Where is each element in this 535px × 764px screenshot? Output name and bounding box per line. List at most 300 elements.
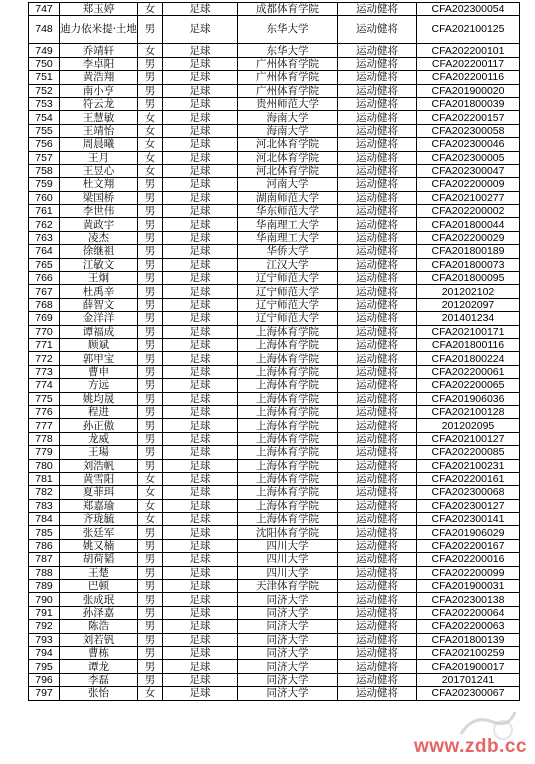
cell-no: 766 xyxy=(29,272,60,285)
cell-sport: 足球 xyxy=(163,472,238,485)
cell-gender: 男 xyxy=(138,459,163,472)
cell-gender: 男 xyxy=(138,231,163,244)
cell-cert_id: CFA202100127 xyxy=(417,432,520,445)
cell-sport: 足球 xyxy=(163,633,238,646)
cell-name: 曹栋 xyxy=(60,646,138,659)
cell-sport: 足球 xyxy=(163,446,238,459)
cell-cert_id: CFA202300046 xyxy=(417,138,520,151)
cell-cert_id: CFA202100128 xyxy=(417,405,520,418)
cell-sport: 足球 xyxy=(163,258,238,271)
cell-gender: 男 xyxy=(138,432,163,445)
cell-sport: 足球 xyxy=(163,16,238,44)
cell-school: 四川大学 xyxy=(238,539,338,552)
cell-school: 江汉大学 xyxy=(238,258,338,271)
cell-cert_id: CFA202200009 xyxy=(417,178,520,191)
cell-school: 华东师范大学 xyxy=(238,205,338,218)
cell-sport: 足球 xyxy=(163,660,238,673)
cell-level: 运动健将 xyxy=(338,338,417,351)
table-row xyxy=(29,16,520,44)
table-row xyxy=(29,580,520,593)
cell-name: 黄雪阳 xyxy=(60,472,138,485)
cell-level: 运动健将 xyxy=(338,298,417,311)
cell-no: 750 xyxy=(29,57,60,70)
cell-gender: 女 xyxy=(138,687,163,700)
cell-level: 运动健将 xyxy=(338,3,417,16)
cell-cert_id: CFA202100231 xyxy=(417,459,520,472)
cell-gender: 男 xyxy=(138,646,163,659)
cell-cert_id: CFA202200002 xyxy=(417,205,520,218)
cell-gender: 男 xyxy=(138,16,163,44)
cell-sport: 足球 xyxy=(163,379,238,392)
cell-no: 790 xyxy=(29,593,60,606)
cell-no: 777 xyxy=(29,419,60,432)
cell-no: 778 xyxy=(29,432,60,445)
table-row xyxy=(29,446,520,459)
cell-school: 上海体育学院 xyxy=(238,338,338,351)
cell-gender: 男 xyxy=(138,593,163,606)
cell-cert_id: CFA201900031 xyxy=(417,580,520,593)
cell-name: 张怡 xyxy=(60,687,138,700)
cell-gender: 男 xyxy=(138,258,163,271)
cell-level: 运动健将 xyxy=(338,472,417,485)
cell-name: 姚均晟 xyxy=(60,392,138,405)
cell-sport: 足球 xyxy=(163,218,238,231)
cell-sport: 足球 xyxy=(163,405,238,418)
cell-name: 齐珑毓 xyxy=(60,513,138,526)
cell-level: 运动健将 xyxy=(338,71,417,84)
cell-gender: 男 xyxy=(138,419,163,432)
table-row xyxy=(29,312,520,325)
cell-name: 乔靖轩 xyxy=(60,44,138,57)
cell-level: 运动健将 xyxy=(338,285,417,298)
cell-name: 龙威 xyxy=(60,432,138,445)
cell-level: 运动健将 xyxy=(338,646,417,659)
cell-sport: 足球 xyxy=(163,486,238,499)
cell-gender: 男 xyxy=(138,285,163,298)
cell-school: 同济大学 xyxy=(238,593,338,606)
table-row xyxy=(29,44,520,57)
cell-sport: 足球 xyxy=(163,673,238,686)
table-row xyxy=(29,539,520,552)
cell-no: 748 xyxy=(29,16,60,44)
cell-level: 运动健将 xyxy=(338,405,417,418)
cell-level: 运动健将 xyxy=(338,539,417,552)
cell-no: 787 xyxy=(29,553,60,566)
cell-sport: 足球 xyxy=(163,580,238,593)
table-row xyxy=(29,218,520,231)
cell-cert_id: CFA201800095 xyxy=(417,272,520,285)
cell-no: 769 xyxy=(29,312,60,325)
cell-sport: 足球 xyxy=(163,205,238,218)
cell-name: 顾斌 xyxy=(60,338,138,351)
cell-no: 749 xyxy=(29,44,60,57)
cell-gender: 男 xyxy=(138,84,163,97)
cell-level: 运动健将 xyxy=(338,499,417,512)
cell-no: 795 xyxy=(29,660,60,673)
cell-name: 金洋洋 xyxy=(60,312,138,325)
cell-level: 运动健将 xyxy=(338,151,417,164)
cell-name: 陈浩 xyxy=(60,620,138,633)
cell-school: 贵州师范大学 xyxy=(238,97,338,110)
cell-gender: 女 xyxy=(138,151,163,164)
cell-sport: 足球 xyxy=(163,606,238,619)
table-row xyxy=(29,164,520,177)
table-row xyxy=(29,606,520,619)
cell-no: 757 xyxy=(29,151,60,164)
cell-sport: 足球 xyxy=(163,620,238,633)
cell-level: 运动健将 xyxy=(338,205,417,218)
table-row xyxy=(29,419,520,432)
cell-name: 杜禹辛 xyxy=(60,285,138,298)
cell-level: 运动健将 xyxy=(338,673,417,686)
cell-gender: 男 xyxy=(138,312,163,325)
cell-sport: 足球 xyxy=(163,245,238,258)
cell-gender: 女 xyxy=(138,486,163,499)
cell-level: 运动健将 xyxy=(338,513,417,526)
cell-school: 海南大学 xyxy=(238,111,338,124)
cell-cert_id: CFA201900020 xyxy=(417,84,520,97)
cell-no: 759 xyxy=(29,178,60,191)
cell-school: 上海体育学院 xyxy=(238,405,338,418)
athlete-roster-table xyxy=(28,2,520,701)
cell-level: 运动健将 xyxy=(338,272,417,285)
table-row xyxy=(29,566,520,579)
cell-school: 河北体育学院 xyxy=(238,164,338,177)
cell-name: 刘浩帆 xyxy=(60,459,138,472)
table-row xyxy=(29,138,520,151)
cell-school: 河南大学 xyxy=(238,178,338,191)
table-row xyxy=(29,486,520,499)
cell-sport: 足球 xyxy=(163,526,238,539)
cell-gender: 男 xyxy=(138,580,163,593)
cell-cert_id: CFA202200161 xyxy=(417,472,520,485)
cell-no: 785 xyxy=(29,526,60,539)
cell-level: 运动健将 xyxy=(338,138,417,151)
cell-no: 758 xyxy=(29,164,60,177)
cell-sport: 足球 xyxy=(163,84,238,97)
cell-level: 运动健将 xyxy=(338,687,417,700)
cell-sport: 足球 xyxy=(163,539,238,552)
table-row xyxy=(29,84,520,97)
table-row xyxy=(29,205,520,218)
table-row xyxy=(29,646,520,659)
cell-sport: 足球 xyxy=(163,97,238,110)
table-row xyxy=(29,57,520,70)
cell-cert_id: CFA201800116 xyxy=(417,338,520,351)
cell-gender: 男 xyxy=(138,660,163,673)
cell-school: 上海体育学院 xyxy=(238,352,338,365)
cell-no: 773 xyxy=(29,365,60,378)
cell-school: 上海体育学院 xyxy=(238,459,338,472)
cell-cert_id: CFA202300141 xyxy=(417,513,520,526)
table-row xyxy=(29,272,520,285)
cell-no: 768 xyxy=(29,298,60,311)
cell-cert_id: CFA201800189 xyxy=(417,245,520,258)
cell-no: 797 xyxy=(29,687,60,700)
cell-cert_id: 201202097 xyxy=(417,298,520,311)
cell-gender: 女 xyxy=(138,138,163,151)
cell-level: 运动健将 xyxy=(338,379,417,392)
cell-name: 孙泽嘉 xyxy=(60,606,138,619)
cell-gender: 男 xyxy=(138,218,163,231)
cell-sport: 足球 xyxy=(163,138,238,151)
cell-level: 运动健将 xyxy=(338,258,417,271)
cell-sport: 足球 xyxy=(163,419,238,432)
cell-sport: 足球 xyxy=(163,57,238,70)
cell-cert_id: CFA202100259 xyxy=(417,646,520,659)
table-row xyxy=(29,191,520,204)
cell-gender: 男 xyxy=(138,526,163,539)
cell-cert_id: CFA201800139 xyxy=(417,633,520,646)
cell-cert_id: CFA202200063 xyxy=(417,620,520,633)
cell-no: 793 xyxy=(29,633,60,646)
cell-name: 夏菲珥 xyxy=(60,486,138,499)
cell-name: 杜文翔 xyxy=(60,178,138,191)
table-row xyxy=(29,178,520,191)
cell-sport: 足球 xyxy=(163,164,238,177)
cell-level: 运动健将 xyxy=(338,178,417,191)
cell-no: 791 xyxy=(29,606,60,619)
cell-sport: 足球 xyxy=(163,272,238,285)
cell-name: 郑玉婷 xyxy=(60,3,138,16)
cell-gender: 男 xyxy=(138,245,163,258)
cell-school: 同济大学 xyxy=(238,646,338,659)
cell-no: 747 xyxy=(29,3,60,16)
cell-no: 780 xyxy=(29,459,60,472)
cell-school: 上海体育学院 xyxy=(238,365,338,378)
cell-no: 792 xyxy=(29,620,60,633)
cell-level: 运动健将 xyxy=(338,44,417,57)
cell-sport: 足球 xyxy=(163,338,238,351)
cell-gender: 男 xyxy=(138,633,163,646)
cell-name: 郑嘉瑜 xyxy=(60,499,138,512)
cell-name: 王昱心 xyxy=(60,164,138,177)
cell-no: 765 xyxy=(29,258,60,271)
cell-level: 运动健将 xyxy=(338,16,417,44)
cell-gender: 女 xyxy=(138,3,163,16)
table-row xyxy=(29,432,520,445)
cell-name: 方远 xyxy=(60,379,138,392)
table-row xyxy=(29,111,520,124)
table-row xyxy=(29,338,520,351)
cell-no: 767 xyxy=(29,285,60,298)
cell-school: 上海体育学院 xyxy=(238,432,338,445)
cell-school: 广州体育学院 xyxy=(238,57,338,70)
cell-gender: 男 xyxy=(138,97,163,110)
cell-cert_id: CFA202200016 xyxy=(417,553,520,566)
cell-school: 沈阳体育学院 xyxy=(238,526,338,539)
table-row xyxy=(29,365,520,378)
cell-sport: 足球 xyxy=(163,71,238,84)
cell-level: 运动健将 xyxy=(338,218,417,231)
cell-gender: 男 xyxy=(138,673,163,686)
cell-sport: 足球 xyxy=(163,392,238,405)
cell-sport: 足球 xyxy=(163,111,238,124)
cell-gender: 女 xyxy=(138,164,163,177)
cell-cert_id: CFA201800044 xyxy=(417,218,520,231)
cell-cert_id: CFA202200065 xyxy=(417,379,520,392)
cell-school: 辽宁师范大学 xyxy=(238,285,338,298)
cell-level: 运动健将 xyxy=(338,419,417,432)
cell-sport: 足球 xyxy=(163,124,238,137)
cell-school: 上海体育学院 xyxy=(238,486,338,499)
table-row xyxy=(29,71,520,84)
cell-gender: 女 xyxy=(138,499,163,512)
cell-level: 运动健将 xyxy=(338,486,417,499)
cell-sport: 足球 xyxy=(163,432,238,445)
cell-name: 王瑒 xyxy=(60,446,138,459)
cell-sport: 足球 xyxy=(163,3,238,16)
cell-gender: 男 xyxy=(138,365,163,378)
cell-no: 760 xyxy=(29,191,60,204)
cell-sport: 足球 xyxy=(163,325,238,338)
table-row xyxy=(29,673,520,686)
cell-no: 772 xyxy=(29,352,60,365)
cell-cert_id: CFA201906029 xyxy=(417,526,520,539)
table-row xyxy=(29,553,520,566)
table-row xyxy=(29,258,520,271)
watermark-url: www.zdb.cc xyxy=(413,736,527,757)
cell-school: 四川大学 xyxy=(238,553,338,566)
cell-level: 运动健将 xyxy=(338,660,417,673)
cell-name: 巴顿 xyxy=(60,580,138,593)
cell-cert_id: 201202095 xyxy=(417,419,520,432)
table-row xyxy=(29,124,520,137)
cell-level: 运动健将 xyxy=(338,191,417,204)
cell-name: 王月 xyxy=(60,151,138,164)
cell-name: 李卓阳 xyxy=(60,57,138,70)
cell-gender: 男 xyxy=(138,325,163,338)
cell-no: 788 xyxy=(29,566,60,579)
cell-sport: 足球 xyxy=(163,365,238,378)
cell-level: 运动健将 xyxy=(338,633,417,646)
cell-level: 运动健将 xyxy=(338,446,417,459)
cell-school: 同济大学 xyxy=(238,606,338,619)
cell-school: 上海体育学院 xyxy=(238,325,338,338)
cell-gender: 女 xyxy=(138,472,163,485)
cell-name: 李磊 xyxy=(60,673,138,686)
cell-school: 河北体育学院 xyxy=(238,151,338,164)
cell-sport: 足球 xyxy=(163,178,238,191)
cell-gender: 男 xyxy=(138,539,163,552)
cell-name: 张成珉 xyxy=(60,593,138,606)
roster-body xyxy=(29,3,520,701)
cell-cert_id: CFA202100171 xyxy=(417,325,520,338)
cell-name: 梁国桥 xyxy=(60,191,138,204)
cell-cert_id: CFA202100277 xyxy=(417,191,520,204)
table-row xyxy=(29,593,520,606)
table-row xyxy=(29,245,520,258)
cell-no: 762 xyxy=(29,218,60,231)
cell-sport: 足球 xyxy=(163,231,238,244)
cell-school: 上海体育学院 xyxy=(238,513,338,526)
cell-cert_id: CFA202300047 xyxy=(417,164,520,177)
cell-gender: 男 xyxy=(138,352,163,365)
cell-no: 756 xyxy=(29,138,60,151)
cell-level: 运动健将 xyxy=(338,432,417,445)
cell-level: 运动健将 xyxy=(338,231,417,244)
cell-name: 谭龙 xyxy=(60,660,138,673)
cell-school: 上海体育学院 xyxy=(238,419,338,432)
cell-level: 运动健将 xyxy=(338,97,417,110)
cell-sport: 足球 xyxy=(163,44,238,57)
cell-level: 运动健将 xyxy=(338,620,417,633)
table-row xyxy=(29,352,520,365)
cell-gender: 男 xyxy=(138,298,163,311)
cell-gender: 男 xyxy=(138,566,163,579)
cell-name: 迪力依米提·土地 xyxy=(60,16,138,44)
cell-school: 辽宁师范大学 xyxy=(238,272,338,285)
cell-name: 江敏文 xyxy=(60,258,138,271)
cell-cert_id: CFA202200116 xyxy=(417,71,520,84)
cell-name: 刘若钒 xyxy=(60,633,138,646)
cell-gender: 男 xyxy=(138,57,163,70)
cell-sport: 足球 xyxy=(163,646,238,659)
cell-level: 运动健将 xyxy=(338,84,417,97)
table-row xyxy=(29,687,520,700)
table-row xyxy=(29,379,520,392)
cell-sport: 足球 xyxy=(163,553,238,566)
table-row xyxy=(29,97,520,110)
cell-level: 运动健将 xyxy=(338,392,417,405)
cell-cert_id: CFA202200167 xyxy=(417,539,520,552)
cell-no: 794 xyxy=(29,646,60,659)
cell-sport: 足球 xyxy=(163,593,238,606)
cell-level: 运动健将 xyxy=(338,352,417,365)
table-row xyxy=(29,405,520,418)
cell-no: 786 xyxy=(29,539,60,552)
cell-school: 河北体育学院 xyxy=(238,138,338,151)
table-row xyxy=(29,499,520,512)
cell-school: 华南理工大学 xyxy=(238,218,338,231)
cell-name: 程进 xyxy=(60,405,138,418)
cell-school: 天津体育学院 xyxy=(238,580,338,593)
cell-no: 751 xyxy=(29,71,60,84)
table-row xyxy=(29,298,520,311)
cell-school: 同济大学 xyxy=(238,673,338,686)
cell-name: 郭甲宝 xyxy=(60,352,138,365)
cell-school: 广州体育学院 xyxy=(238,71,338,84)
cell-name: 徐继祖 xyxy=(60,245,138,258)
cell-school: 上海体育学院 xyxy=(238,446,338,459)
cell-school: 同济大学 xyxy=(238,687,338,700)
table-row xyxy=(29,472,520,485)
cell-gender: 女 xyxy=(138,124,163,137)
cell-sport: 足球 xyxy=(163,687,238,700)
cell-school: 辽宁师范大学 xyxy=(238,298,338,311)
cell-school: 上海体育学院 xyxy=(238,472,338,485)
cell-cert_id: 201701241 xyxy=(417,673,520,686)
cell-level: 运动健将 xyxy=(338,365,417,378)
cell-level: 运动健将 xyxy=(338,325,417,338)
cell-sport: 足球 xyxy=(163,312,238,325)
cell-gender: 男 xyxy=(138,272,163,285)
cell-cert_id: CFA202300068 xyxy=(417,486,520,499)
cell-gender: 男 xyxy=(138,606,163,619)
cell-level: 运动健将 xyxy=(338,111,417,124)
cell-level: 运动健将 xyxy=(338,164,417,177)
cell-school: 上海体育学院 xyxy=(238,392,338,405)
cell-school: 华南理工大学 xyxy=(238,231,338,244)
cell-name: 胡荷韬 xyxy=(60,553,138,566)
cell-school: 上海体育学院 xyxy=(238,499,338,512)
cell-no: 771 xyxy=(29,338,60,351)
cell-sport: 足球 xyxy=(163,191,238,204)
cell-no: 779 xyxy=(29,446,60,459)
cell-level: 运动健将 xyxy=(338,566,417,579)
cell-school: 辽宁师范大学 xyxy=(238,312,338,325)
cell-cert_id: CFA202200117 xyxy=(417,57,520,70)
